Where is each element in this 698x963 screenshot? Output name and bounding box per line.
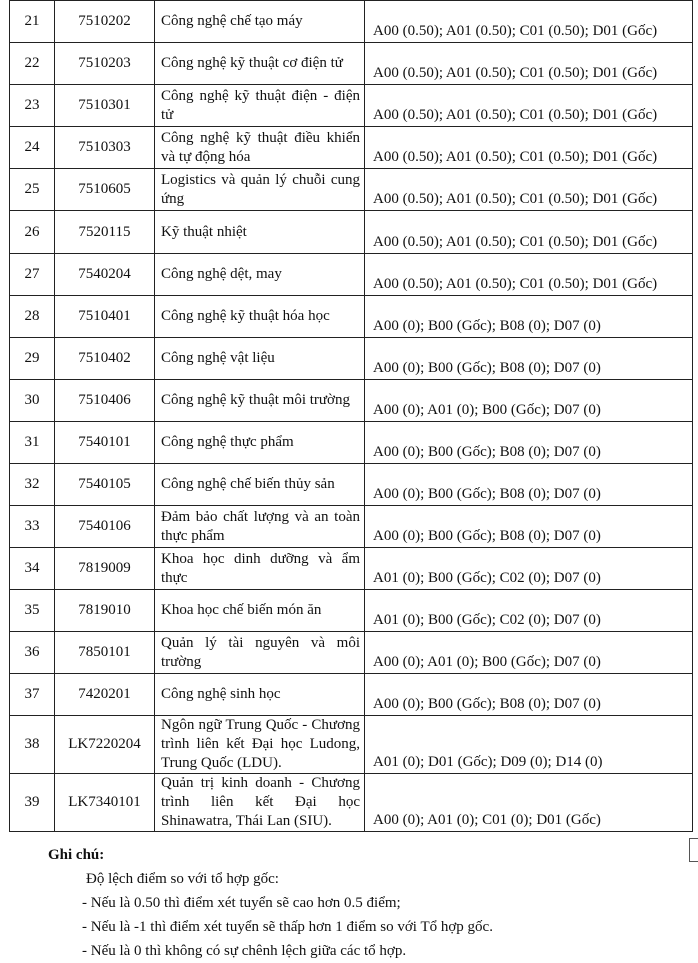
table-cell-stt: 37: [10, 674, 55, 716]
table-cell-stt: 21: [10, 1, 55, 43]
table-row: [10, 338, 693, 380]
table-cell-stt: 32: [10, 464, 55, 506]
table-cell-combo: A00 (0.50); A01 (0.50); C01 (0.50); D01 (Gốc): [365, 254, 693, 296]
table-row: [10, 774, 693, 832]
note-item: - Nếu là -1 thì điểm xét tuyển sẽ thấp hơn 1 điểm so với Tổ hợp gốc.: [82, 919, 493, 935]
table-cell-code: 7540204: [55, 254, 155, 296]
table-cell-code: 7510303: [55, 127, 155, 169]
table-row: [10, 632, 693, 674]
table-cell-code: 7510301: [55, 85, 155, 127]
table-cell-code: LK7340101: [55, 774, 155, 832]
table-cell-combo: A00 (0); B00 (Gốc); B08 (0); D07 (0): [365, 464, 693, 506]
table-row: [10, 674, 693, 716]
table-cell-code: 7510406: [55, 380, 155, 422]
table-cell-code: 7510401: [55, 296, 155, 338]
note-item: - Nếu là 0 thì không có sự chênh lệch giữa các tổ hợp.: [82, 943, 407, 959]
table-row: [10, 422, 693, 464]
table-cell-name: Công nghệ kỹ thuật điện - điện tử: [155, 85, 365, 127]
table-cell-stt: 22: [10, 43, 55, 85]
table-cell-code: 7510202: [55, 1, 155, 43]
table-cell-name: Công nghệ thực phẩm: [155, 422, 365, 464]
table-cell-stt: 24: [10, 127, 55, 169]
table-cell-stt: 34: [10, 548, 55, 590]
table-cell-combo: A01 (0); B00 (Gốc); C02 (0); D07 (0): [365, 548, 693, 590]
table-row: [10, 716, 693, 774]
table-cell-combo: A00 (0.50); A01 (0.50); C01 (0.50); D01 (Gốc): [365, 211, 693, 254]
table-row: [10, 296, 693, 338]
table-cell-name: Công nghệ kỹ thuật môi trường: [155, 380, 365, 422]
table-cell-combo: A00 (0); B00 (Gốc); B08 (0); D07 (0): [365, 338, 693, 380]
table-row: [10, 169, 693, 211]
table-cell-name: Công nghệ chế biến thủy sản: [155, 464, 365, 506]
table-cell-combo: A00 (0.50); A01 (0.50); C01 (0.50); D01 (Gốc): [365, 43, 693, 85]
table-cell-name: Công nghệ kỹ thuật cơ điện tử: [155, 43, 365, 85]
table-row: [10, 1, 693, 43]
page-edge-box: [689, 838, 698, 862]
table-cell-code: 7819009: [55, 548, 155, 590]
table-row: [10, 464, 693, 506]
table-cell-name: Công nghệ sinh học: [155, 674, 365, 716]
table-cell-name: Quản lý tài nguyên và môi trường: [155, 632, 365, 674]
admission-table: [9, 0, 693, 832]
table-cell-name: Công nghệ kỹ thuật hóa học: [155, 296, 365, 338]
table-cell-name: Công nghệ vật liệu: [155, 338, 365, 380]
table-row: [10, 43, 693, 85]
table-row: [10, 254, 693, 296]
table-cell-name: Công nghệ dệt, may: [155, 254, 365, 296]
notes-title: Ghi chú:: [48, 847, 105, 863]
table-cell-stt: 30: [10, 380, 55, 422]
table-cell-combo: A00 (0); A01 (0); B00 (Gốc); D07 (0): [365, 380, 693, 422]
table-row: [10, 211, 693, 254]
table-cell-combo: A00 (0); B00 (Gốc); B08 (0); D07 (0): [365, 296, 693, 338]
table-cell-name: Logistics và quản lý chuỗi cung ứng: [155, 169, 365, 211]
table-cell-stt: 39: [10, 774, 55, 832]
table-cell-stt: 29: [10, 338, 55, 380]
table-cell-name: Đảm bảo chất lượng và an toàn thực phẩm: [155, 506, 365, 548]
table-cell-stt: 26: [10, 211, 55, 254]
table-cell-combo: A00 (0); B00 (Gốc); B08 (0); D07 (0): [365, 506, 693, 548]
table-cell-name: Quản trị kinh doanh - Chương trình liên kết Đại học Shinawatra, Thái Lan (SIU).: [155, 774, 365, 832]
table-cell-combo: A01 (0); B00 (Gốc); C02 (0); D07 (0): [365, 590, 693, 632]
table-cell-name: Công nghệ kỹ thuật điều khiển và tự động hóa: [155, 127, 365, 169]
table-row: [10, 380, 693, 422]
table-cell-stt: 23: [10, 85, 55, 127]
table-row: [10, 548, 693, 590]
table-cell-stt: 33: [10, 506, 55, 548]
table-cell-stt: 36: [10, 632, 55, 674]
table-cell-name: Kỹ thuật nhiệt: [155, 211, 365, 254]
table-cell-combo: A00 (0); B00 (Gốc); B08 (0); D07 (0): [365, 674, 693, 716]
table-cell-code: 7850101: [55, 632, 155, 674]
table-cell-combo: A00 (0); A01 (0); C01 (0); D01 (Gốc): [365, 774, 693, 832]
table-cell-code: 7510402: [55, 338, 155, 380]
table-cell-code: 7510605: [55, 169, 155, 211]
table-cell-name: Công nghệ chế tạo máy: [155, 1, 365, 43]
table-cell-code: 7540106: [55, 506, 155, 548]
table-row: [10, 127, 693, 169]
table-cell-code: 7520115: [55, 211, 155, 254]
table-cell-stt: 35: [10, 590, 55, 632]
table-cell-stt: 25: [10, 169, 55, 211]
table-cell-code: 7510203: [55, 43, 155, 85]
table-cell-name: Ngôn ngữ Trung Quốc - Chương trình liên kết Đại học Ludong, Trung Quốc (LDU).: [155, 716, 365, 774]
table-row: [10, 590, 693, 632]
table-cell-stt: 38: [10, 716, 55, 774]
table-cell-combo: A00 (0.50); A01 (0.50); C01 (0.50); D01 (Gốc): [365, 1, 693, 43]
table-cell-stt: 27: [10, 254, 55, 296]
table-cell-code: LK7220204: [55, 716, 155, 774]
table-cell-name: Khoa học chế biến món ăn: [155, 590, 365, 632]
notes-intro: Độ lệch điểm so với tổ hợp gốc:: [86, 871, 279, 887]
table-cell-code: 7420201: [55, 674, 155, 716]
table-cell-stt: 31: [10, 422, 55, 464]
table-cell-code: 7540101: [55, 422, 155, 464]
table-row: [10, 85, 693, 127]
table-row: [10, 506, 693, 548]
note-item: - Nếu là 0.50 thì điểm xét tuyển sẽ cao hơn 0.5 điểm;: [82, 895, 401, 911]
table-cell-combo: A00 (0.50); A01 (0.50); C01 (0.50); D01 (Gốc): [365, 169, 693, 211]
table-cell-combo: A00 (0); A01 (0); B00 (Gốc); D07 (0): [365, 632, 693, 674]
table-cell-code: 7540105: [55, 464, 155, 506]
table-cell-name: Khoa học dinh dưỡng và ẩm thực: [155, 548, 365, 590]
table-cell-stt: 28: [10, 296, 55, 338]
table-body: [10, 1, 693, 832]
table-cell-combo: A00 (0); B00 (Gốc); B08 (0); D07 (0): [365, 422, 693, 464]
table-cell-combo: A00 (0.50); A01 (0.50); C01 (0.50); D01 (Gốc): [365, 127, 693, 169]
table-cell-code: 7819010: [55, 590, 155, 632]
table-cell-combo: A00 (0.50); A01 (0.50); C01 (0.50); D01 (Gốc): [365, 85, 693, 127]
table-cell-combo: A01 (0); D01 (Gốc); D09 (0); D14 (0): [365, 716, 693, 774]
